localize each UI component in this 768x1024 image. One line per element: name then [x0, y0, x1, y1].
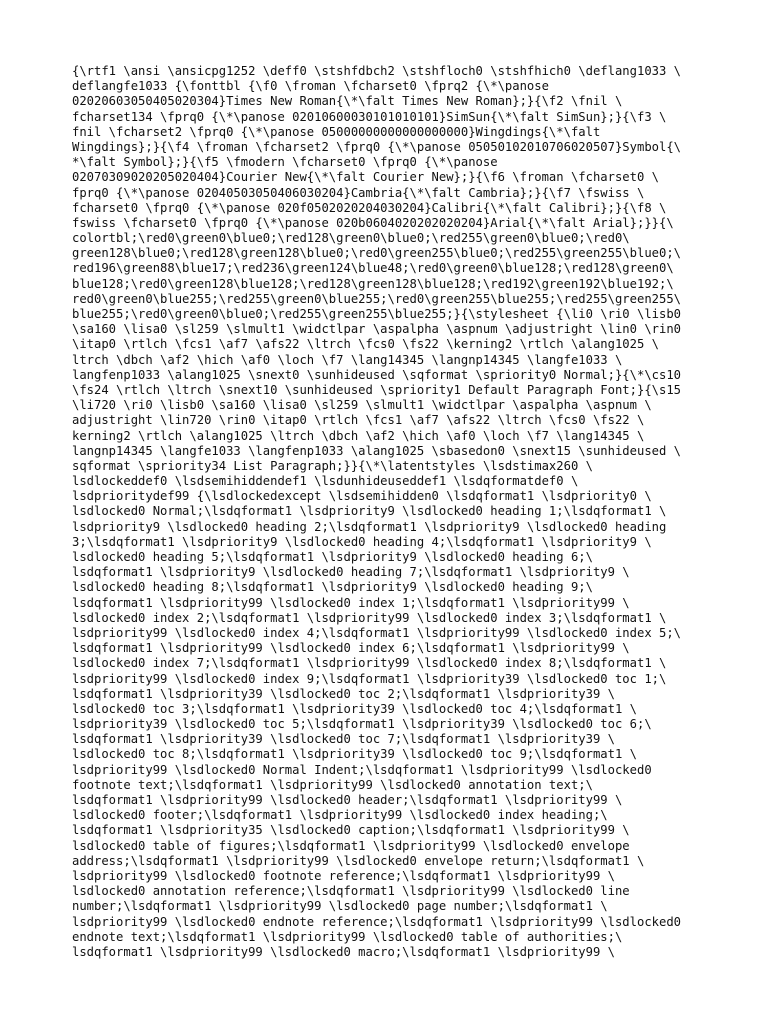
text-line: footnote text;\lsdqformat1 \lsdpriority99 \lsdlocked0 annotation text;\ [72, 777, 593, 792]
text-line: \li720 \ri0 \lisb0 \sa160 \lisa0 \sl259 \slmult1 \widctlpar \aspalpha \aspnum \ [72, 398, 652, 413]
text-line: lsdqformat1 \lsdpriority99 \lsdlocked0 macro;\lsdqformat1 \lsdpriority99 \ [72, 944, 615, 959]
text-line: lsdlockeddef0 \lsdsemihiddendef1 \lsdunhideuseddef1 \lsdqformatdef0 \ [72, 474, 579, 489]
text-line: lsdpriority99 \lsdlocked0 index 9;\lsdqformat1 \lsdpriority39 \lsdlocked0 toc 1;\ [72, 671, 667, 686]
text-line: blue255;\red0\green0\blue0;\red255\green255\blue255;}{\stylesheet {\li0 \ri0 \lisb0 [72, 307, 682, 321]
text-line: endnote text;\lsdqformat1 \lsdpriority99 \lsdlocked0 table of authorities;\ [72, 929, 623, 944]
text-line: deflangfe1033 {\fonttbl {\f0 \froman \fcharset0 \fprq2 {\*\panose [72, 79, 549, 94]
text-line: lsdprioritydef99 {\lsdlockedexcept \lsdsemihidden0 \lsdqformat1 \lsdpriority0 \ [72, 489, 652, 504]
text-line: colortbl;\red0\green0\blue0;\red128\green0\blue0;\red255\green0\blue0;\red0\ [72, 231, 630, 246]
text-line: lsdlocked0 toc 8;\lsdqformat1 \lsdpriority39 \lsdlocked0 toc 9;\lsdqformat1 \ [72, 747, 637, 762]
text-line: 02020603050405020304}Times New Roman{\*\falt Times New Roman};}{\f2 \fnil \ [72, 94, 623, 109]
text-line: lsdlocked0 footer;\lsdqformat1 \lsdpriority99 \lsdlocked0 index heading;\ [72, 808, 608, 823]
text-line: 3;\lsdqformat1 \lsdpriority9 \lsdlocked0 heading 4;\lsdqformat1 \lsdpriority9 \ [72, 534, 652, 549]
text-line: lsdlocked0 Normal;\lsdqformat1 \lsdpriority9 \lsdlocked0 heading 1;\lsdqformat1 \ [72, 504, 667, 519]
text-line: lsdqformat1 \lsdpriority39 \lsdlocked0 toc 7;\lsdqformat1 \lsdpriority39 \ [72, 732, 615, 747]
text-line: lsdpriority39 \lsdlocked0 toc 5;\lsdqformat1 \lsdpriority39 \lsdlocked0 toc 6;\ [72, 717, 652, 732]
text-line: *\falt Symbol};}{\f5 \fmodern \fcharset0 \fprq0 {\*\panose [72, 155, 498, 170]
text-line: lsdqformat1 \lsdpriority39 \lsdlocked0 toc 2;\lsdqformat1 \lsdpriority39 \ [72, 686, 615, 701]
text-line: fnil \fcharset2 \fprq0 {\*\panose 05000000000000000000}Wingdings{\*\falt [72, 124, 601, 139]
text-line: lsdpriority99 \lsdlocked0 Normal Indent;\lsdqformat1 \lsdpriority99 \lsdlocked0 [72, 762, 652, 777]
text-line: fswiss \fcharset0 \fprq0 {\*\panose 020b0604020202020204}Arial{\*\falt Arial};}}{\ [72, 215, 674, 230]
text-line: \fs24 \rtlch \ltrch \snext10 \sunhideused \spriority1 Default Paragraph Font;}{\s15 [72, 382, 682, 397]
text-line: \sa160 \lisa0 \sl259 \slmult1 \widctlpar \aspalpha \aspnum \adjustright \lin0 \rin0 [72, 322, 682, 337]
text-line: adjustright \lin720 \rin0 \itap0 \rtlch \fcs1 \af7 \afs22 \ltrch \fcs0 \fs22 \ [72, 413, 645, 428]
text-line: lsdlocked0 annotation reference;\lsdqformat1 \lsdpriority99 \lsdlocked0 line [72, 884, 630, 899]
text-line: ltrch \dbch \af2 \hich \af0 \loch \f7 \lang14345 \langnp14345 \langfe1033 \ [72, 352, 623, 367]
text-line: Wingdings};}{\f4 \froman \fcharset2 \fprq0 {\*\panose 05050102010706020507}Symbol{\ [72, 139, 682, 154]
text-line: langfenp1033 \alang1025 \snext0 \sunhideused \sqformat \spriority0 Normal;}{\*\cs10 [72, 367, 682, 382]
text-line: number;\lsdqformat1 \lsdpriority99 \lsdlocked0 page number;\lsdqformat1 \ [72, 899, 608, 914]
text-line: lsdqformat1 \lsdpriority99 \lsdlocked0 index 6;\lsdqformat1 \lsdpriority99 \ [72, 641, 630, 656]
text-line: lsdlocked0 toc 3;\lsdqformat1 \lsdpriority39 \lsdlocked0 toc 4;\lsdqformat1 \ [72, 701, 637, 716]
text-line: fcharset0 \fprq0 {\*\panose 020f0502020204030204}Calibri{\*\falt Calibri};}{\f8 \ [72, 200, 667, 215]
text-line: address;\lsdqformat1 \lsdpriority99 \lsdlocked0 envelope return;\lsdqformat1 \ [72, 853, 645, 868]
text-line: lsdlocked0 table of figures;\lsdqformat1 \lsdpriority99 \lsdlocked0 envelope [72, 838, 630, 853]
text-line: lsdlocked0 heading 8;\lsdqformat1 \lsdpriority9 \lsdlocked0 heading 9;\ [72, 580, 593, 595]
text-line: lsdlocked0 index 7;\lsdqformat1 \lsdpriority99 \lsdlocked0 index 8;\lsdqformat1 \ [72, 656, 667, 671]
text-line: lsdqformat1 \lsdpriority99 \lsdlocked0 header;\lsdqformat1 \lsdpriority99 \ [72, 793, 623, 807]
text-line: lsdqformat1 \lsdpriority35 \lsdlocked0 caption;\lsdqformat1 \lsdpriority99 \ [72, 823, 630, 838]
text-line: 02070309020205020404}Courier New{\*\falt Courier New};}{\f6 \froman \fcharset0 \ [72, 170, 659, 185]
text-line: {\rtf1 \ansi \ansicpg1252 \deff0 \stshfdbch2 \stshfloch0 \stshfhich0 \deflang1033 \ [72, 64, 682, 78]
text-line: red0\green0\blue255;\red255\green0\blue255;\red0\green255\blue255;\red255\green255\ [72, 291, 682, 306]
text-line: lsdpriority99 \lsdlocked0 endnote reference;\lsdqformat1 \lsdpriority99 \lsdlocked0 [72, 914, 682, 929]
text-line: \itap0 \rtlch \fcs1 \af7 \afs22 \ltrch \fcs0 \fs22 \kerning2 \rtlch \alang1025 \ [72, 337, 659, 352]
text-line: kerning2 \rtlch \alang1025 \ltrch \dbch \af2 \hich \af0 \loch \f7 \lang14345 \ [72, 428, 645, 443]
text-line: fprq0 {\*\panose 02040503050406030204}Cambria{\*\falt Cambria};}{\f7 \fswiss \ [72, 185, 645, 200]
text-line: blue128;\red0\green128\blue128;\red128\green128\blue128;\red192\green192\blue192;\ [72, 276, 674, 291]
text-line: langnp14345 \langfe1033 \langfenp1033 \alang1025 \sbasedon0 \snext15 \sunhideused \ [72, 443, 682, 458]
text-line: lsdpriority9 \lsdlocked0 heading 2;\lsdqformat1 \lsdpriority9 \lsdlocked0 heading [72, 519, 667, 534]
text-line: green128\blue0;\red128\green128\blue0;\red0\green255\blue0;\red255\green255\blue0;\ [72, 246, 682, 261]
text-line: lsdqformat1 \lsdpriority9 \lsdlocked0 heading 7;\lsdqformat1 \lsdpriority9 \ [72, 565, 630, 580]
text-line: lsdpriority99 \lsdlocked0 index 4;\lsdqformat1 \lsdpriority99 \lsdlocked0 index 5;\ [72, 625, 682, 640]
text-line: fcharset134 \fprq0 {\*\panose 02010600030101010101}SimSun{\*\falt SimSun};}{\f3 \ [72, 109, 667, 124]
document-page [72, 64, 712, 960]
text-line: lsdqformat1 \lsdpriority99 \lsdlocked0 index 1;\lsdqformat1 \lsdpriority99 \ [72, 595, 630, 610]
text-line: lsdpriority99 \lsdlocked0 footnote reference;\lsdqformat1 \lsdpriority99 \ [72, 868, 615, 883]
text-line: red196\green88\blue17;\red236\green124\blue48;\red0\green0\blue128;\red128\green0\ [72, 261, 674, 276]
text-line: lsdlocked0 heading 5;\lsdqformat1 \lsdpriority9 \lsdlocked0 heading 6;\ [72, 550, 593, 564]
text-line: lsdlocked0 index 2;\lsdqformat1 \lsdpriority99 \lsdlocked0 index 3;\lsdqformat1 \ [72, 610, 667, 625]
text-line: sqformat \spriority34 List Paragraph;}}{\*\latentstyles \lsdstimax260 \ [72, 458, 593, 473]
